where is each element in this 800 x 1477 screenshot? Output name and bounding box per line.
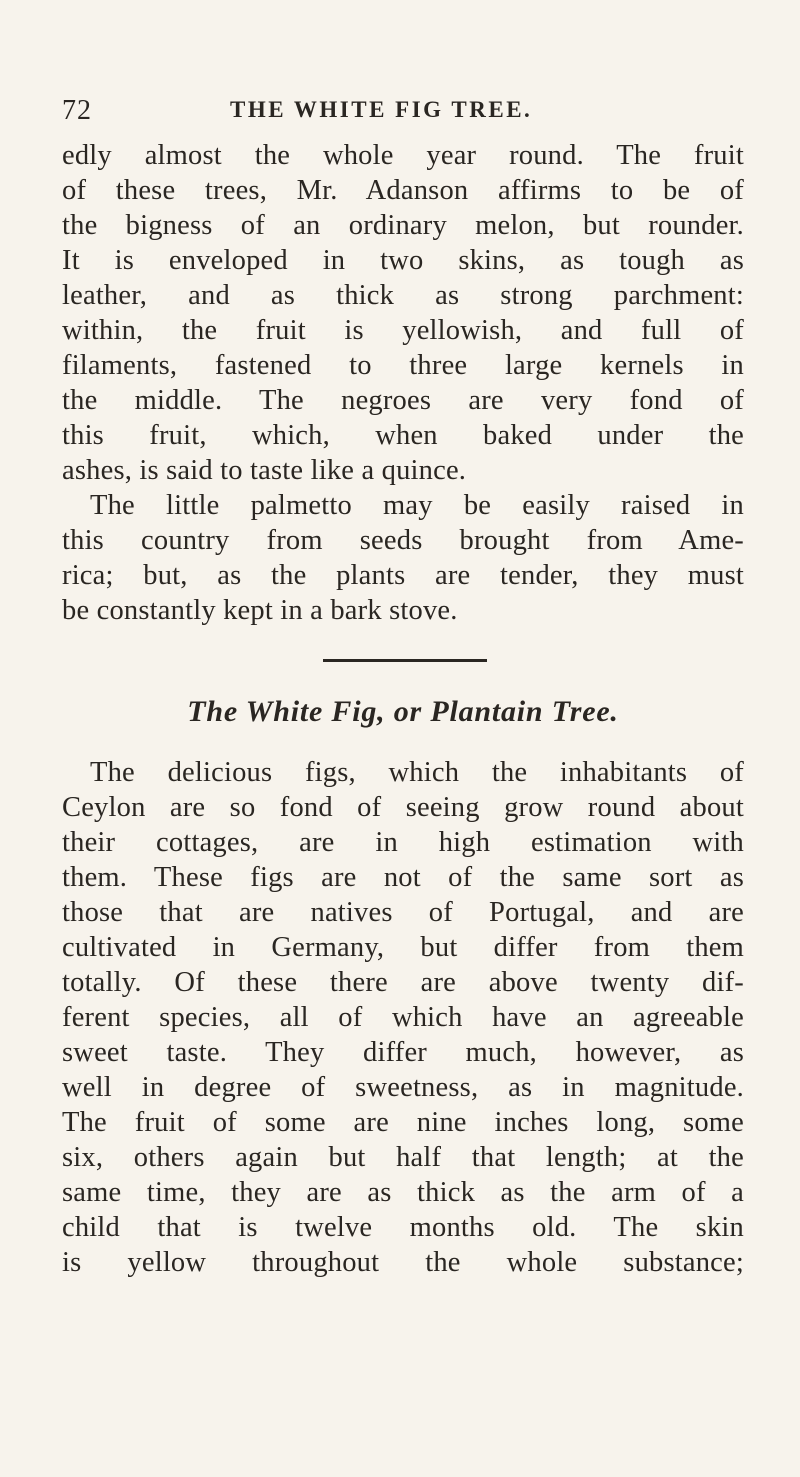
- running-title: THE WHITE FIG TREE.: [230, 97, 533, 122]
- text-line: within, the fruit is yellowish, and full of: [62, 315, 744, 346]
- text-line: leather, and as thick as strong parchment:: [62, 280, 744, 311]
- text-line: their cottages, are in high estimation with: [62, 827, 744, 858]
- section-divider: [323, 659, 487, 662]
- text-line: this country from seeds brought from Ame-: [62, 525, 744, 556]
- text-line: those that are natives of Portugal, and are: [62, 897, 744, 928]
- text-line: is yellow throughout the whole substance;: [62, 1247, 744, 1278]
- text-line: the bigness of an ordinary melon, but rounder.: [62, 210, 744, 241]
- text-line: six, others again but half that length; at the: [62, 1142, 744, 1173]
- running-head: [62, 95, 742, 125]
- text-line: cultivated in Germany, but differ from them: [62, 932, 744, 963]
- text-line: ashes, is said to taste like a quince.: [62, 455, 467, 486]
- text-line: It is enveloped in two skins, as tough as: [62, 245, 744, 276]
- text-line: rica; but, as the plants are tender, they must: [62, 560, 744, 591]
- text-line: this fruit, which, when baked under the: [62, 420, 744, 451]
- text-line: filaments, fastened to three large kernels in: [62, 350, 744, 381]
- text-line: child that is twelve months old. The skin: [62, 1212, 744, 1243]
- text-line: well in degree of sweetness, as in magnitude.: [62, 1072, 744, 1103]
- page-number: 72: [62, 95, 92, 126]
- paragraph-palmetto: [62, 138, 744, 628]
- text-line: Ceylon are so fond of seeing grow round about: [62, 792, 744, 823]
- text-line: of these trees, Mr. Adanson affirms to be of: [62, 175, 744, 206]
- text-line: edly almost the whole year round. The fruit: [62, 140, 744, 171]
- text-line: them. These figs are not of the same sort as: [62, 862, 744, 893]
- text-line: totally. Of these there are above twenty dif-: [62, 967, 744, 998]
- text-line: The fruit of some are nine inches long, some: [62, 1107, 744, 1138]
- text-line: The delicious figs, which the inhabitants of: [90, 757, 744, 788]
- text-line: be constantly kept in a bark stove.: [62, 595, 458, 626]
- text-line: the middle. The negroes are very fond of: [62, 385, 744, 416]
- text-line: ferent species, all of which have an agreeable: [62, 1002, 744, 1033]
- section-heading: The White Fig, or Plantain Tree.: [187, 695, 619, 728]
- text-line: sweet taste. They differ much, however, as: [62, 1037, 744, 1068]
- text-line: same time, they are as thick as the arm of a: [62, 1177, 744, 1208]
- text-line: The little palmetto may be easily raised in: [90, 490, 744, 521]
- paragraph-white-fig: [62, 755, 744, 1280]
